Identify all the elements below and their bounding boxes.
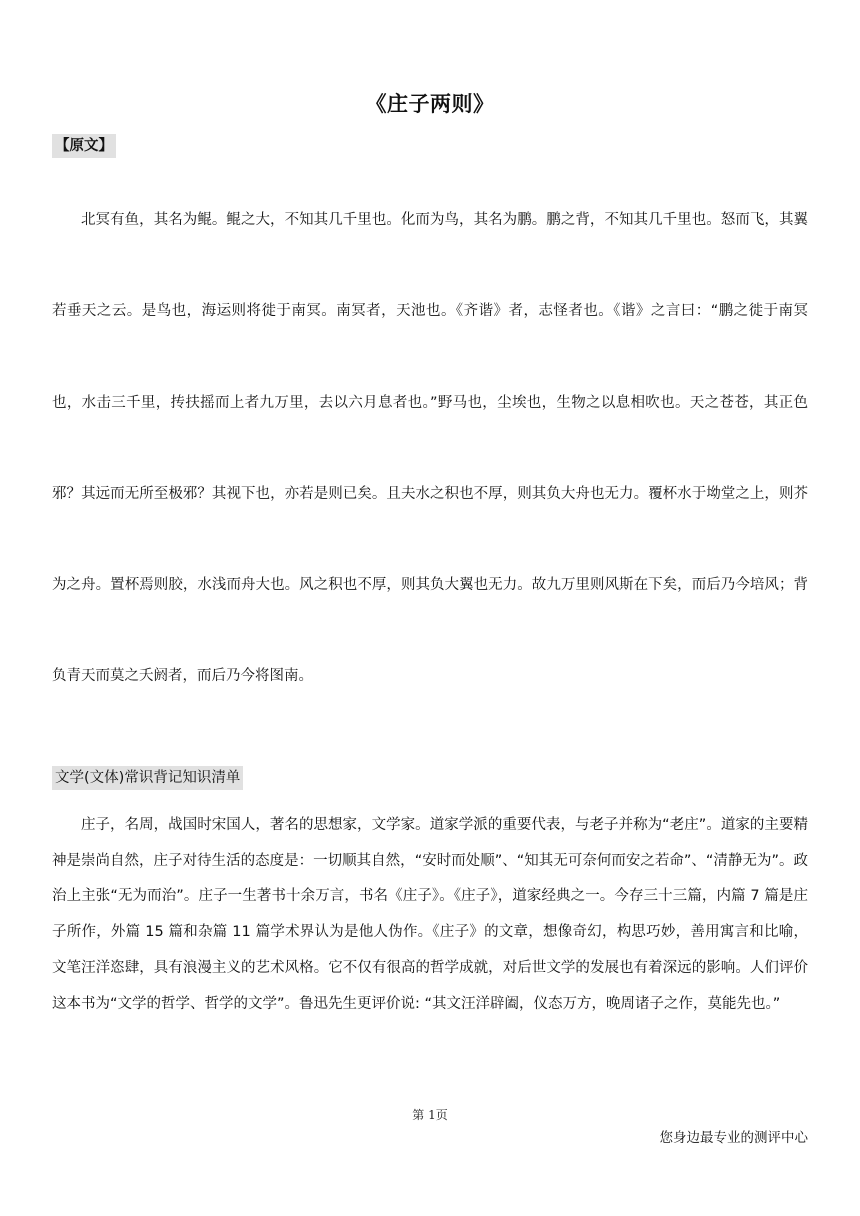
page-number: 第 1页 xyxy=(412,1108,448,1122)
original-text-paragraph: 北冥有鱼，其名为鲲。鲲之大，不知其几千里也。化而为鸟，其名为鹏。鹏之背，不知其几千里也。怒而飞，其翼若垂天之云。是鸟也，海运则将徙于南冥。南冥者，天池也。《齐谐》者，志怪者也。《谐》之言曰：“鹏之徙于南冥也，水击三千里，抟扶摇而上者九万里，去以六月息者也。”野马也，尘埃也，生物之以息相吹也。天之苍苍，其正色邪？其远而无所至极邪？其视下也，亦若是则已矣。且夫水之积也不厚，则其负大舟也无力。覆杯水于坳堂之上，则芥为之舟。置杯焉则胶，水浅而舟大也。风之积也不厚，则其负大翼也无力。故九万里则风斯在下矣，而后乃今培风；背负青天而莫之夭阏者，而后乃今将图南。 xyxy=(52,212,808,685)
original-text-label: 【原文】 xyxy=(52,134,116,158)
document-title: 《庄子两则》 xyxy=(365,92,495,116)
literary-notes-paragraph: 庄子，名周，战国时宋国人，著名的思想家，文学家。道家学派的重要代表，与老子并称为“老庄”。道家的主要精神是崇尚自然，庄子对待生活的态度是：一切顺其自然，“安时而处顺”、“知其无可奈何而安之若命”、“清静无为”。政治上主张“无为而治”。庄子一生著书十余万言，书名《庄子》。《庄子》，道家经典之一。今存三十三篇，内篇 7 篇是庄子所作，外篇 15 篇和杂篇 11 篇学术界认为是他人伪作。《庄子》的文章，想像奇幻，构思巧妙，善用寓言和比喻，文笔汪洋恣肆，具有浪漫主义的艺术风格。它不仅有很高的哲学成就，对后世文学的发展也有着深远的影响。人们评价这本书为“文学的哲学、哲学的文学”。鲁迅先生更评价说: “其文汪洋辟阖，仪态万方，晚周诸子之作，莫能先也。” xyxy=(52,817,808,1012)
literary-notes-label: 文学(文体)常识背记知识清单 xyxy=(52,766,243,790)
footer-slogan: 您身边最专业的测评中心 xyxy=(659,1130,808,1146)
